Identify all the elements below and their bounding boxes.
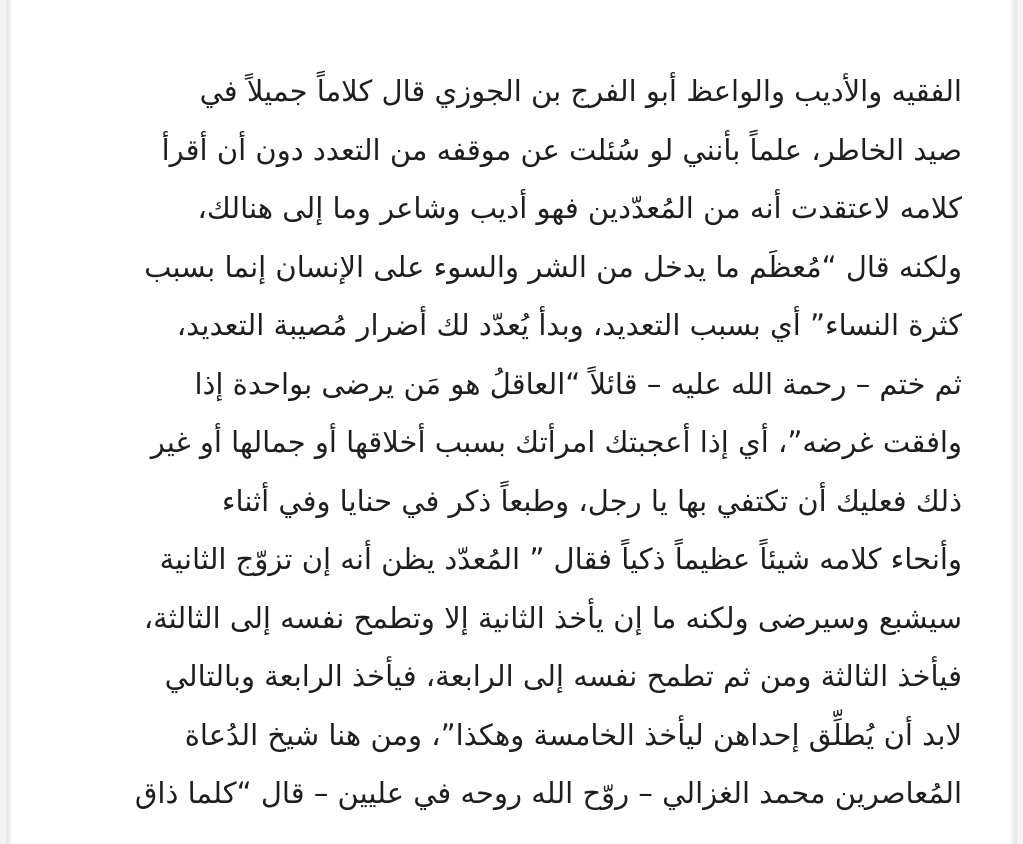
text-line: كلامه لاعتقدت أنه من المُعدّدين فهو أديب وشاعر وما إلى هنالك، [197,191,962,225]
text-line: ذلك فعليك أن تكتفي بها يا رجل، وطبعاً ذكر في حنايا وفي أثناء [221,483,962,518]
page-shadow-left [6,0,12,844]
text-line: ثم ختم – رحمة الله عليه – قائلاً “العاقلُ هو مَن يرضى بواحدة إذا [194,366,962,401]
text-line: وأنحاء كلامه شيئاً عظيماً ذكياً فقال ” المُعدّد يظن أنه إن تزوّج الثانية [159,542,962,576]
document-page [6,0,1017,844]
text-line: صيد الخاطر، علماً بأنني لو سُئلت عن موقفه من التعدد دون أن أقرأ [161,132,962,167]
article-body [66,62,962,823]
text-line: وافقت غرضه”، أي إذا أعجبتك امرأتك بسبب أخلاقها أو جمالها أو غير [150,425,962,459]
text-line: الفقيه والأديب والواعظ أبو الفرج بن الجوزي قال كلاماً جميلاً في [199,74,962,108]
text-line: ولكنه قال “مُعظَم ما يدخل من الشر والسوء على الإنسان إنما بسبب [144,249,962,284]
text-line: سيشبع وسيرضى ولكنه ما إن يأخذ الثانية إلا وتطمح نفسه إلى الثالثة، [143,600,962,635]
page-shadow-right [1011,0,1017,844]
text-line: كثرة النساء” أي بسبب التعديد، وبدأ يُعدّد لك أضرار مُصيبة التعديد، [176,308,962,342]
text-line: فيأخذ الثالثة ومن ثم تطمح نفسه إلى الرابعة، فيأخذ الرابعة وبالتالي [164,659,962,693]
text-line: لابد أن يُطلِّق إحداهن ليأخذ الخامسة وهكذا”، ومن هنا شيخ الدُعاة [184,717,962,752]
text-line: المُعاصرين محمد الغزالي – روّح الله روحه في عليين – قال “كلما ذاق [134,776,962,810]
